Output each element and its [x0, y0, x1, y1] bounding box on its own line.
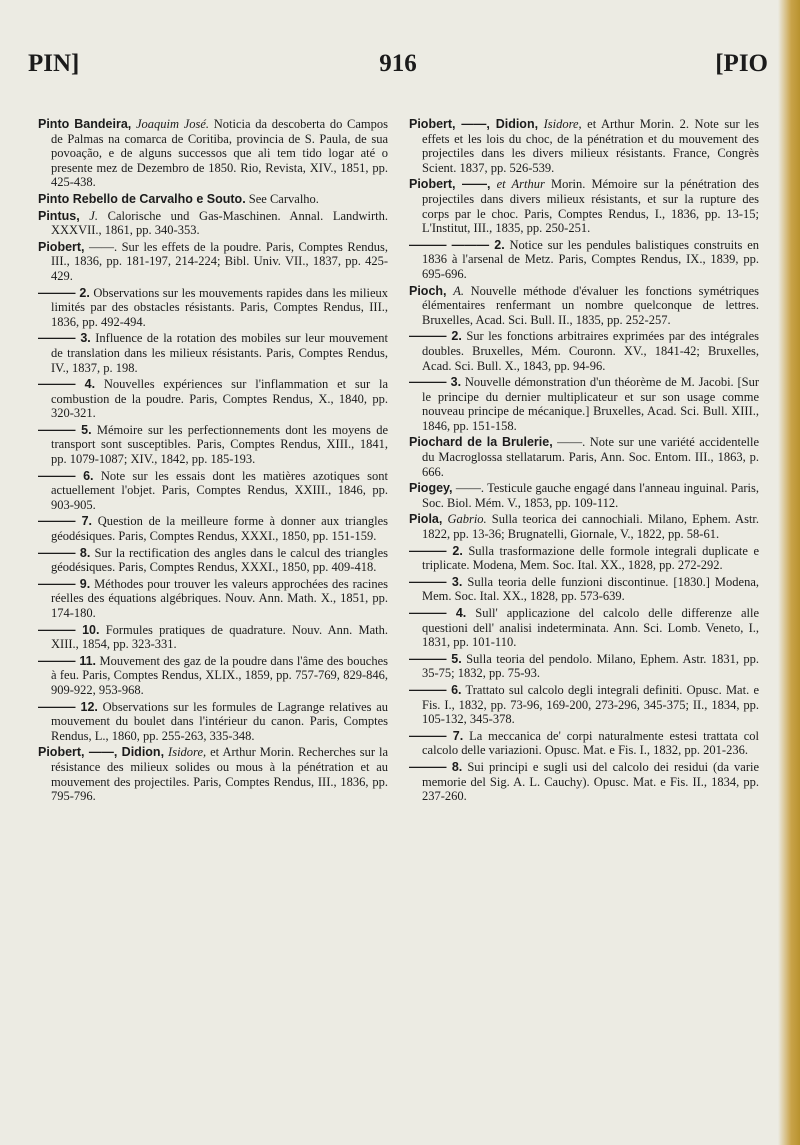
entry-text: Sur la rectification des angles dans le calcul des triangles géodésiques. Paris, Comptes Rendus, XXXI., 1850, pp. 409-418.: [51, 545, 389, 575]
entry-author: ——— 6.: [38, 468, 94, 483]
bibliography-entry: [38, 700, 388, 744]
entry-author: ——— 11.: [38, 653, 97, 668]
entry-text: Trattato sul calcolo degli integrali definiti. Opusc. Mat. e Fis. I., 1832, pp. 73-96, 169-200, 273-296, 345-375; II., 1834, pp. 105-132, 345-378.: [422, 682, 759, 727]
entry-forename: J.: [89, 208, 98, 223]
entry-text: Nouvelles expériences sur l'inflammation et sur la combustion de la poudre. Paris, Comptes Rendus, X., 1840, pp. 320-321.: [51, 377, 388, 421]
entry-author: ——— ——— 2.: [409, 237, 505, 252]
entry-text: Notice sur les pendules balistiques construits en 1836 à l'arsenal de Metz. Paris, Comptes Rendus, IX., 1839, pp. 695-696.: [422, 237, 760, 281]
entry-author: ——— 3.: [409, 574, 463, 589]
entry-author: Pioch,: [409, 283, 447, 298]
entry-text: Nouvelle démonstration d'un théorème de M. Jacobi. [Sur le principe du dernier multiplicateur et sur son usage comme nouveau principe de mécanique.] Bruxelles, Acad. Sci. Bull. XIII., 1846, pp. 151-158.: [422, 375, 760, 433]
entry-author: ——— 7.: [409, 728, 464, 743]
entry-text: Morin. Mémoire sur la pénétration des projectiles dans divers milieux résistants, et sur la rupture des corps par le choc. Paris, Comptes Rendus, I., 1836, pp. 13-15; L'Institut, III., 1835, pp. 250-251.: [422, 177, 759, 236]
entry-author: ——— 7.: [38, 514, 93, 529]
entry-author: Pintus,: [38, 208, 80, 223]
bibliography-entry: [38, 577, 388, 621]
entry-text: La meccanica de' corpi naturalmente estesi trattata col calcolo delle variazioni. Opusc. Mat. e Fis. I., 1832, pp. 201-236.: [422, 728, 760, 758]
entry-text: Formules pratiques de quadrature. Nouv. Ann. Math. XIII., 1854, pp. 323-331.: [51, 622, 388, 652]
entry-text: See Carvalho.: [248, 191, 319, 206]
entry-text: Mémoire sur les perfectionnements dont les moyens de transport sont susceptibles. Paris, Comptes Rendus, XIII., 1841, pp. 1079-1087; XIV., 1842, pp. 185-193.: [51, 422, 388, 467]
entry-text: Sulla teoria delle funzioni discontinue. [1830.] Modena, Mem. Soc. Ital. XX., 1828, pp. 573-639.: [422, 574, 760, 604]
bibliography-entry: [409, 435, 759, 479]
entry-author: Piochard de la Brulerie,: [409, 435, 553, 450]
entry-text: ——. Note sur une variété accidentelle du Macroglossa stellatarum. Paris, Ann. Soc. Entom. III., 1863, p. 666.: [422, 435, 759, 479]
entry-author: ——— 4.: [38, 377, 96, 392]
entry-author: ——— 5.: [38, 422, 92, 437]
entry-author: ——— 6.: [409, 682, 462, 697]
entry-forename: et Arthur: [496, 177, 545, 192]
entry-forename: Isidore,: [168, 745, 207, 760]
bibliography-entry: [409, 575, 759, 604]
entry-author: ——— 2.: [38, 285, 90, 300]
entry-author: ——— 5.: [409, 651, 462, 666]
entry-author: Piola,: [409, 512, 443, 527]
entry-forename: Gabrio.: [447, 512, 487, 527]
entry-text: et Arthur Morin. Recherches sur la résistance des milieux solides ou mous à la pénétration et au mouvement des projectiles. Paris, Comptes Rendus, III., 1836, pp. 795-796.: [51, 745, 389, 804]
header-left: PIN]: [28, 50, 80, 77]
entry-author: Piogey,: [409, 481, 453, 496]
bibliography-entry: [409, 375, 759, 433]
entry-text: Noticia da descoberta do Campos de Palmas na comarca de Coritiba, provincia de S. Paula, de sua povoação, e de alguns successos que ali tem tido logar até o presente mez de Dezembro de 1850. Rio, Revista, XIV., 1851, pp. 425-438.: [51, 117, 389, 190]
entry-text: Question de la meilleure forme à donner aux triangles géodésiques. Paris, Comptes Rendus, XXXI., 1850, pp. 151-159.: [51, 514, 389, 544]
bibliography-entry: [409, 329, 759, 373]
entry-forename: Joaquim José.: [135, 117, 210, 131]
entry-text: Mouvement des gaz de la poudre dans l'âme des bouches à feu. Paris, Comptes Rendus, XLIX., 1859, pp. 757-769, 829-846, 909-922, 953-968.: [51, 653, 388, 697]
bibliography-entry: [409, 652, 759, 681]
entry-text: Observations sur les mouvements rapides dans les milieux limités par des obstacles résistants. Paris, Comptes Rendus, III., 1836, pp. 492-494.: [51, 285, 388, 329]
bibliography-entry: [38, 745, 388, 803]
entry-text: Sur les fonctions arbitraires exprimées par des intégrales doubles. Bruxelles, Mém. Couronn. XV., 1841-42; Bruxelles, Acad. Sci. Bull. X., 1843, pp. 94-96.: [422, 329, 759, 373]
bibliography-entry: [38, 654, 388, 698]
entry-forename: A.: [453, 283, 464, 298]
bibliography-entry: [409, 729, 759, 758]
bibliography-entry: [38, 469, 388, 513]
right-column: [409, 117, 759, 806]
entry-author: ——— 3.: [409, 375, 462, 390]
entry-author: ——— 3.: [38, 331, 91, 346]
bibliography-entry: [409, 284, 759, 328]
page-number: 916: [379, 50, 417, 77]
bibliography-entry: [38, 117, 388, 190]
header-right: [PIO: [715, 50, 768, 77]
entry-text: Sulla trasformazione delle formole integrali duplicate e triplicate. Modena, Mem. Soc. Ital. XX., 1828, pp. 272-292.: [422, 543, 759, 573]
bibliography-entry: [409, 117, 759, 175]
entry-author: ——— 9.: [38, 576, 91, 591]
page-edge: [778, 0, 800, 1145]
left-column: [38, 117, 388, 806]
bibliography-entry: [38, 240, 388, 284]
bibliography-entry: [38, 286, 388, 330]
entry-author: Pinto Rebello de Carvalho e Souto.: [38, 191, 246, 206]
entry-text: et Arthur Morin. 2. Note sur les effets et les lois du choc, de la pénétration et du mouvement des projectiles dans les divers milieux résistants. France, Congrès Scient. 1837, pp. 526-539.: [422, 117, 759, 175]
entry-author: ——— 2.: [409, 329, 462, 344]
bibliography-entry: [409, 683, 759, 727]
bibliography-entry: [409, 238, 759, 282]
entry-author: ——— 8.: [38, 545, 91, 560]
entry-text: Note sur les essais dont les matières azotiques sont actuellement l'objet. Paris, Comptes Rendus, XXIII., 1846, pp. 903-905.: [51, 468, 389, 512]
entry-author: Pinto Bandeira,: [38, 117, 132, 131]
running-header: [28, 50, 768, 90]
entry-forename: Isidore,: [543, 117, 582, 131]
entry-text: Méthodes pour trouver les valeurs approchées des racines réelles des équations algébriques. Nouv. Ann. Math. X., 1851, pp. 174-180.: [51, 576, 388, 620]
bibliography-entry: [38, 331, 388, 375]
entry-author: ——— 2.: [409, 543, 463, 558]
entry-text: Nouvelle méthode d'évaluer les fonctions symétriques élémentaires renfermant un nombre quelconque de lettres. Bruxelles, Acad. Sci. Bull. II., 1835, pp. 252-257.: [422, 283, 760, 327]
entry-text: Observations sur les formules de Lagrange relatives au mouvement du boulet dans l'intérieur du canon. Paris, Comptes Rendus, L., 1860, pp. 255-263, 335-348.: [51, 699, 389, 743]
bibliography-entry: [409, 606, 759, 650]
entry-text: Influence de la rotation des mobiles sur leur mouvement de translation dans les milieux résistants. Paris, Comptes Rendus, IV., 1837, p. 198.: [51, 331, 388, 375]
entry-author: ——— 12.: [38, 699, 98, 714]
entry-author: Piobert,: [38, 239, 85, 254]
bibliography-entry: [409, 544, 759, 573]
entry-text: Sulla teoria del pendolo. Milano, Ephem. Astr. 1831, pp. 35-75; 1832, pp. 75-93.: [422, 651, 760, 681]
bibliography-entry: [409, 512, 759, 541]
entry-text: Calorische und Gas-Maschinen. Annal. Landwirth. XXXVII., 1861, pp. 340-353.: [51, 208, 389, 238]
entry-text: Sull' applicazione del calcolo delle differenze alle questioni dell' analisi indeterminata. Ann. Sci. Lomb. Veneto, I., 1831, pp. 101-110.: [422, 606, 760, 650]
entry-author: ——— 8.: [409, 759, 463, 774]
entry-text: ——. Sur les effets de la poudre. Paris, Comptes Rendus, III., 1836, pp. 181-197, 214-224; Bibl. Univ. VII., 1837, pp. 425-429.: [51, 239, 388, 283]
entry-text: ——. Testicule gauche engagé dans l'anneau inguinal. Paris, Soc. Biol. Mém. V., 1853, pp. 109-112.: [422, 481, 759, 510]
bibliography-entry: [38, 514, 388, 543]
bibliography-entry: [38, 623, 388, 652]
entry-author: Piobert, ——,: [409, 177, 491, 192]
bibliography-entry: [409, 760, 759, 804]
entry-author: Piobert, ——, Didion,: [38, 745, 165, 760]
bibliography-entry: [38, 192, 388, 207]
bibliography-entry: [38, 423, 388, 467]
bibliography-entry: [38, 209, 388, 238]
bibliography-entry: [409, 481, 759, 510]
bibliography-entry: [38, 377, 388, 421]
entry-author: Piobert, ——, Didion,: [409, 117, 539, 131]
entry-author: ——— 10.: [38, 622, 100, 637]
bibliography-entry: [409, 177, 759, 235]
entry-author: ——— 4.: [409, 606, 467, 620]
entry-text: Sui principi e sugli usi del calcolo dei residui (da varie memorie del Sig. A. L. Cauchy). Opusc. Mat. e Fis. II., 1834, pp. 237-260.: [422, 759, 759, 804]
bibliography-entry: [38, 546, 388, 575]
entry-text: Sulla teorica dei cannochiali. Milano, Ephem. Astr. 1822, pp. 13-36; Brugnatelli, Giornale, V., 1822, pp. 58-61.: [422, 512, 760, 542]
